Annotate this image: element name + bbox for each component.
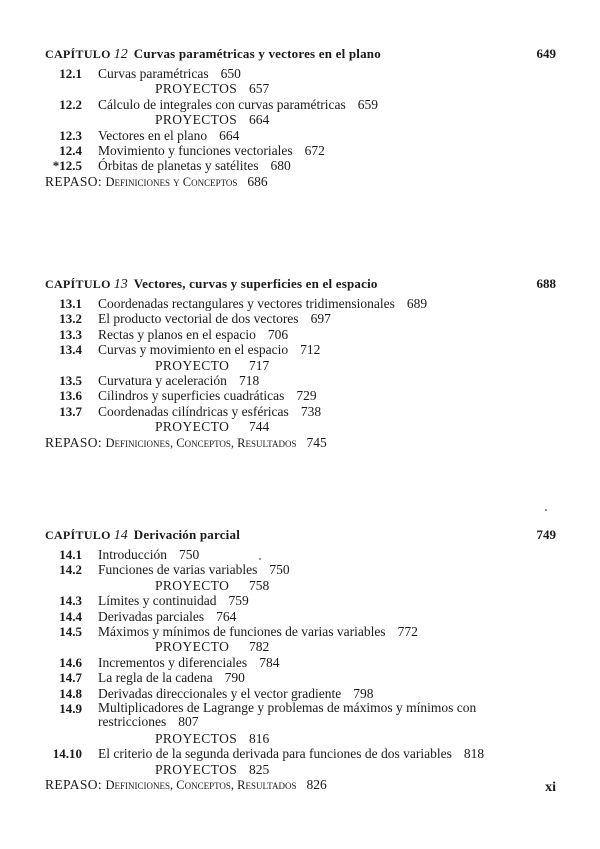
- section-title: Coordenadas cilíndricas y esféricas: [98, 403, 289, 419]
- section-number: 14.7: [59, 670, 82, 686]
- proyecto-page: 816: [249, 730, 270, 746]
- section-row: [0, 701, 600, 731]
- section-number: 14.6: [59, 654, 82, 670]
- repaso-topics: Definiciones, Conceptos, Resultados: [105, 778, 297, 793]
- section-page: 750: [269, 562, 290, 578]
- repaso-page: 745: [306, 434, 327, 450]
- section-page: 718: [238, 372, 260, 388]
- proyecto-page: 657: [249, 81, 270, 97]
- section-number: *12.5: [52, 158, 82, 174]
- section-title: Cilindros y superficies cuadráticas: [98, 388, 285, 404]
- section-row: [0, 296, 600, 311]
- section-number: 14.5: [59, 623, 82, 639]
- proyecto-label: PROYECTOS: [155, 81, 238, 97]
- section-page: 764: [216, 608, 237, 624]
- section-number: 13.2: [59, 311, 82, 327]
- chapter-label: CAPÍTULO: [45, 277, 111, 291]
- section-row: [0, 158, 600, 173]
- section-title: Cálculo de integrales con curvas paramétricas: [98, 96, 346, 112]
- section-title: Curvas paramétricas: [98, 66, 209, 81]
- proyecto-label: PROYECTOS: [155, 730, 238, 746]
- section-row: [0, 624, 600, 639]
- section-title: Curvatura y aceleración: [98, 372, 227, 388]
- section-number: 14.1: [59, 547, 82, 562]
- section-title: El producto vectorial de dos vectores: [98, 311, 299, 327]
- section-page: 784: [259, 654, 280, 670]
- proyecto-row: [0, 358, 600, 373]
- repaso-line: [0, 174, 600, 190]
- section-row: [0, 670, 600, 685]
- section-title: Introducción: [98, 547, 167, 562]
- section-page: 664: [219, 127, 240, 143]
- chapter-page: 649: [536, 46, 556, 61]
- section-row: [0, 746, 600, 761]
- section-page: 672: [304, 142, 325, 158]
- repaso-line: [0, 777, 600, 793]
- section-row: [0, 327, 600, 342]
- section-row: [0, 593, 600, 608]
- section-row: [0, 66, 600, 81]
- section-title: El criterio de la segunda derivada para funciones de dos variables: [98, 746, 452, 762]
- section-number: 14.3: [59, 593, 82, 609]
- repaso-label: REPASO:: [45, 777, 103, 793]
- chapter-14: [0, 527, 600, 793]
- proyecto-label: PROYECTOS: [155, 761, 238, 777]
- proyecto-row: [0, 81, 600, 96]
- section-page: 650: [220, 66, 241, 81]
- repaso-page: 826: [306, 777, 327, 793]
- section-number: 13.3: [59, 326, 82, 342]
- proyecto-page: 782: [249, 639, 270, 655]
- section-title: La regla de la cadena: [98, 670, 213, 686]
- section-row: [0, 373, 600, 388]
- section-title: Movimiento y funciones vectoriales: [98, 142, 293, 158]
- proyecto-label: PROYECTO: [155, 419, 230, 435]
- proyecto-page: 825: [249, 761, 270, 777]
- section-row: [0, 143, 600, 158]
- section-row: [0, 128, 600, 143]
- scan-speck: [545, 509, 547, 511]
- section-row: [0, 655, 600, 670]
- section-number: 14.9: [59, 700, 82, 716]
- chapter-number: 13: [113, 277, 128, 292]
- section-row: [0, 562, 600, 577]
- proyecto-row: [0, 419, 600, 434]
- repaso-page: 686: [247, 173, 268, 189]
- proyecto-row: [0, 112, 600, 127]
- proyecto-page: 664: [249, 112, 270, 128]
- chapter-title: Vectores, curvas y superficies en el espacio: [133, 276, 378, 291]
- section-page: 807: [178, 714, 199, 730]
- chapter-number: 12: [113, 47, 128, 62]
- section-title: Derivadas direccionales y el vector gradiente: [98, 685, 342, 701]
- repaso-line: [0, 435, 600, 451]
- section-number: 14.4: [59, 608, 82, 624]
- section-row: [0, 404, 600, 419]
- section-number: 13.4: [59, 342, 82, 358]
- repaso-topics: Definiciones, Conceptos, Resultados: [105, 435, 297, 450]
- section-title: Funciones de varias variables: [98, 562, 258, 578]
- section-number: 12.1: [59, 66, 82, 81]
- proyecto-page: 758: [249, 577, 270, 593]
- section-title: Límites y continuidad: [98, 593, 217, 609]
- proyecto-row: [0, 731, 600, 746]
- repaso-topics: Definiciones y Conceptos: [105, 174, 238, 189]
- section-row: [0, 609, 600, 624]
- chapter-page: 749: [536, 527, 556, 542]
- proyecto-row: [0, 639, 600, 654]
- proyecto-label: PROYECTOS: [155, 112, 238, 128]
- proyecto-row: [0, 578, 600, 593]
- chapter-page: 688: [536, 276, 556, 291]
- section-number: 14.2: [59, 562, 82, 578]
- chapter-13: [0, 276, 600, 451]
- chapter-label: CAPÍTULO: [45, 47, 111, 61]
- section-page: 659: [357, 96, 379, 112]
- section-title: Incrementos y diferenciales: [98, 654, 248, 670]
- chapter-12: [0, 46, 600, 190]
- section-page: 759: [228, 593, 249, 609]
- section-page: 738: [300, 403, 322, 419]
- proyecto-label: PROYECTO: [155, 577, 230, 593]
- section-number: 12.2: [59, 96, 82, 112]
- chapter-heading: [0, 527, 600, 547]
- section-list: [0, 547, 600, 793]
- section-page: 680: [270, 158, 291, 174]
- section-number: 13.1: [59, 296, 82, 311]
- section-page: 818: [463, 746, 485, 762]
- section-row: [0, 547, 600, 562]
- section-row: [0, 388, 600, 403]
- section-number: 13.6: [59, 388, 82, 404]
- section-title: Vectores en el plano: [98, 127, 208, 143]
- section-page: 790: [224, 670, 245, 686]
- section-number: 12.3: [59, 127, 82, 143]
- section-number: 13.7: [59, 403, 82, 419]
- section-list: [0, 296, 600, 451]
- section-page: 750: [178, 547, 200, 562]
- chapter-number: 14: [113, 528, 128, 543]
- scan-speck: [259, 558, 261, 560]
- section-title: Coordenadas rectangulares y vectores tridimensionales: [98, 296, 395, 311]
- section-page: 772: [397, 623, 418, 639]
- section-row: [0, 686, 600, 701]
- section-title: Órbitas de planetas y satélites: [98, 158, 259, 174]
- section-number: 14.8: [59, 685, 82, 701]
- repaso-label: REPASO:: [45, 173, 103, 189]
- chapter-label: CAPÍTULO: [45, 528, 111, 542]
- section-page: 689: [406, 296, 428, 311]
- chapter-title: Derivación parcial: [133, 527, 241, 542]
- proyecto-row: [0, 762, 600, 777]
- section-title: Curvas y movimiento en el espacio: [98, 342, 289, 358]
- section-page: 697: [310, 311, 331, 327]
- section-number: 12.4: [59, 142, 82, 158]
- section-row: [0, 311, 600, 326]
- chapter-title: Curvas paramétricas y vectores en el plano: [133, 46, 381, 61]
- page-folio: xi: [545, 780, 556, 795]
- section-title: Derivadas parciales: [98, 608, 205, 624]
- section-row: [0, 342, 600, 357]
- section-title: Multiplicadores de Lagrange y problemas de máximos y mínimos con restricciones: [98, 699, 477, 730]
- section-number: 14.10: [52, 746, 82, 762]
- section-number: 13.5: [59, 372, 82, 388]
- proyecto-page: 717: [249, 357, 270, 373]
- section-list: [0, 66, 600, 190]
- section-page: 798: [353, 685, 374, 701]
- chapter-heading: [0, 46, 600, 66]
- repaso-label: REPASO:: [45, 434, 103, 450]
- section-row: [0, 97, 600, 112]
- section-title: Máximos y mínimos de funciones de varias variables: [98, 623, 386, 639]
- proyecto-label: PROYECTO: [155, 357, 230, 373]
- section-page: 712: [300, 342, 321, 358]
- section-page: 729: [296, 388, 317, 404]
- proyecto-label: PROYECTO: [155, 639, 230, 655]
- section-title: Rectas y planos en el espacio: [98, 326, 256, 342]
- section-page: 706: [267, 326, 289, 342]
- proyecto-page: 744: [249, 419, 270, 435]
- chapter-heading: [0, 276, 600, 296]
